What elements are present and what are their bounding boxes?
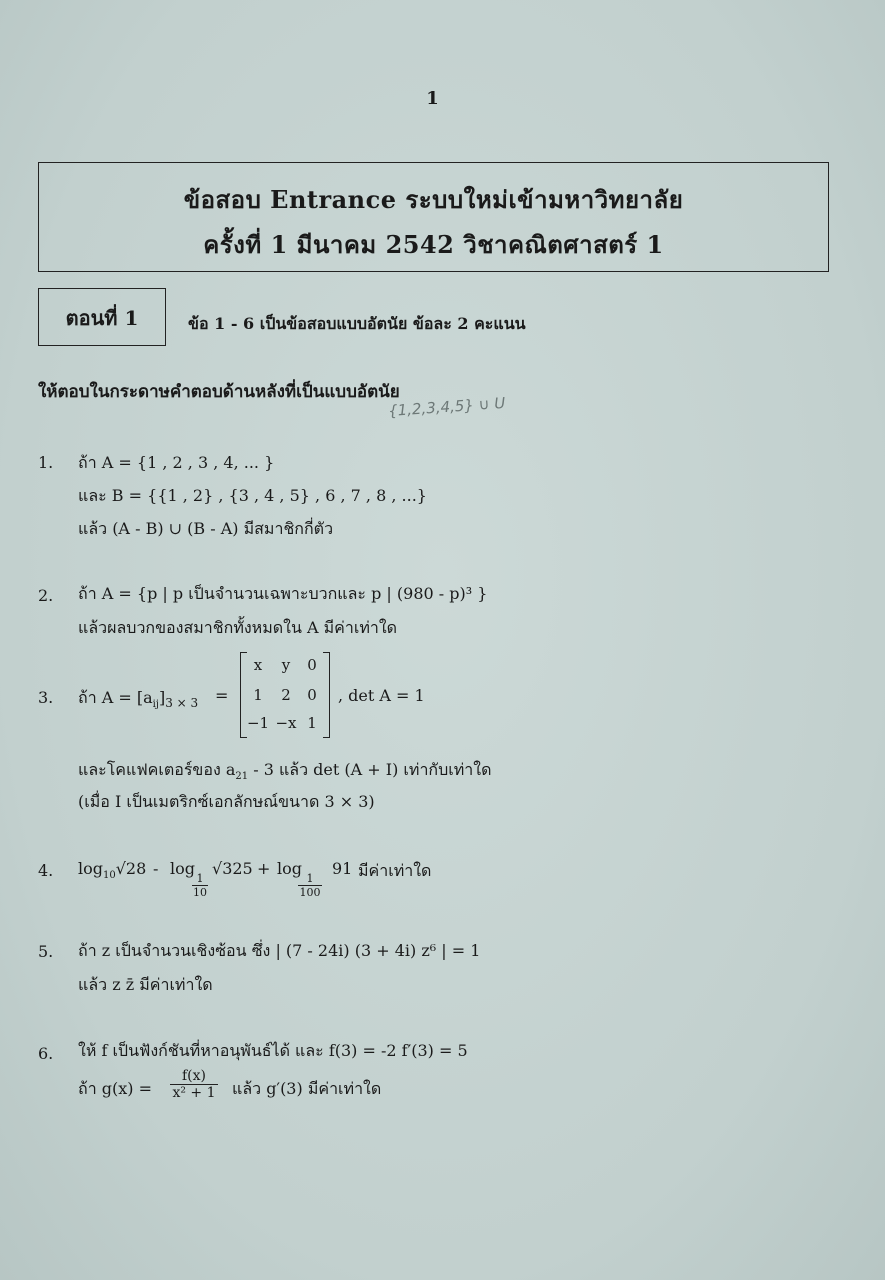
matrix-cell: 1 [307,714,317,732]
q1-line3: แล้ว (A - B) ∪ (B - A) มีสมาชิกกี่ตัว [78,519,334,538]
q6-frac-num: f(x) [170,1068,218,1085]
q4-log3-label: log [277,859,302,878]
q6-frac-den: x² + 1 [172,1085,216,1101]
q4-log2-num: 1 [192,872,208,886]
q2-line1: ถ้า A = {p | p เป็นจำนวนเฉพาะบวกและ p | (980 - p)³ } [78,584,488,603]
q4-log1 [78,859,146,881]
q3-line2-suffix: - 3 แล้ว det (A + I) เท่ากับเท่าใด [248,760,492,779]
q4-number: 4. [38,861,54,880]
q3-lhs-subscript: ij [152,699,159,711]
matrix-cell: 1 [253,686,263,704]
matrix-cell: −x [275,714,297,732]
handwritten-note: {1,2,3,4,5} ∪ U [387,393,506,421]
q5-number: 5. [38,942,54,961]
part-description: ข้อ 1 - 6 เป็นข้อสอบแบบอัตนัย ข้อละ 2 คะแนน [188,314,526,333]
q2-number: 2. [38,586,54,605]
q4-log2-label: log [170,859,195,878]
title-line-2: ครั้งที่ 1 มีนาคม 2542 วิชาคณิตศาสตร์ 1 [203,230,664,259]
q3-lhs-text: ถ้า A = [a [78,688,153,707]
q6-line2-prefix: ถ้า g(x) = [78,1079,152,1098]
q4-plus: + [257,859,271,878]
q3-matrix [240,652,330,738]
q3-lhs [78,686,198,711]
q3-line3: (เมื่อ I เป็นเมตริกซ์เอกลักษณ์ขนาด 3 × 3) [78,792,375,811]
q3-number: 3. [38,688,54,707]
page-number: 1 [426,88,439,109]
q3-equals: = [215,686,229,705]
q3-line2-subscript: 21 [235,771,249,783]
q2-line2: แล้วผลบวกของสมาชิกทั้งหมดใน A มีค่าเท่าใด [78,618,398,637]
q5-line2: แล้ว z z̄ มีค่าเท่าใด [78,975,213,994]
q3-lhs-bracket: ] [158,688,166,707]
q1-line1: ถ้า A = {1 , 2 , 3 , 4, ... } [78,453,275,472]
q3-condition: , det A = 1 [338,686,425,705]
q5-line1: ถ้า z เป็นจำนวนเชิงซ้อน ซึ่ง | (7 - 24i) (3 + 4i) z⁶ | = 1 [78,941,481,960]
q3-line2 [78,758,491,783]
instruction: ให้ตอบในกระดาษคำตอบด้านหลังที่เป็นแบบอัตนัย [38,382,400,402]
q4-term2: √325 [212,859,253,878]
q3-line2-prefix: และโคแฟคเตอร์ของ a [78,760,236,779]
matrix-cell: 0 [307,656,317,674]
q6-fraction [170,1068,218,1101]
q4-log3-den: 100 [299,886,321,899]
q6-line1: ให้ f เป็นฟังก์ชันที่หาอนุพันธ์ได้ และ f(3) = -2 f′(3) = 5 [78,1041,468,1060]
q4-minus: - [153,859,159,878]
q4-log1-label: log [78,859,103,878]
matrix-cell: 2 [281,686,291,704]
q6-number: 6. [38,1044,54,1063]
matrix-cell: y [281,656,291,674]
q4-log3-base [298,872,322,899]
part-label: ตอนที่ 1 [65,306,139,330]
q4-log2-base [192,872,208,899]
q4-term1: √28 [115,859,147,878]
title-line-1: ข้อสอบ Entrance ระบบใหม่เข้ามหาวิทยาลัย [183,185,684,214]
q3-lhs-size: 3 × 3 [165,696,199,711]
matrix-cell: 0 [307,686,317,704]
matrix-cell: x [253,656,263,674]
q6-line2-suffix: แล้ว g′(3) มีค่าเท่าใด [232,1079,382,1098]
q1-number: 1. [38,453,54,472]
q1-line2: และ B = {{1 , 2} , {3 , 4 , 5} , 6 , 7 , 8 , ...} [78,486,427,505]
q4-term3: 91 [332,859,353,878]
q4-log2-den: 10 [193,886,207,899]
matrix-cell: −1 [246,714,270,732]
q4-tail: มีค่าเท่าใด [358,861,432,880]
q4-log3-num: 1 [298,872,322,886]
q4-log1-base: 10 [103,870,116,882]
